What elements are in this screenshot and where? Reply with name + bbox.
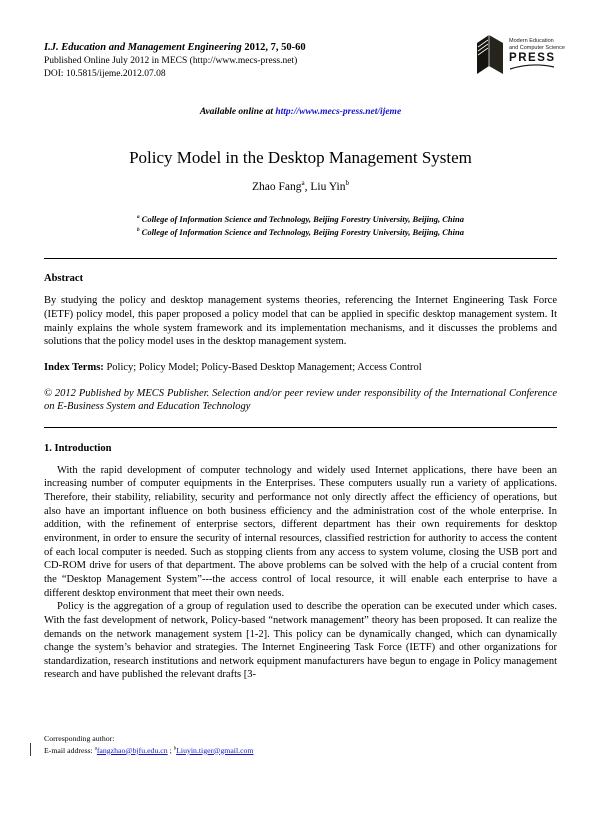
mecs-press-logo — [475, 33, 565, 75]
paper-title: Policy Model in the Desktop Management System — [129, 148, 472, 167]
change-bar — [30, 743, 31, 756]
index-terms-label: Index Terms: — [44, 361, 104, 373]
logo-text — [509, 38, 565, 70]
author-separator: , — [304, 181, 311, 193]
email-sup-a: a — [94, 746, 97, 752]
published-line: Published Online July 2012 in MECS (http://www.mecs-press.net) — [44, 56, 298, 66]
index-terms-line — [44, 361, 557, 375]
journal-name: I.J. Education and Management Engineering — [44, 42, 242, 53]
affiliation-line — [44, 226, 557, 239]
press-wordmark: PRESS — [509, 52, 556, 65]
logo-text-line2: and Computer Science — [509, 44, 565, 51]
logo-text-line1: Modern Education — [509, 38, 554, 44]
copyright-notice: © 2012 Published by MECS Publisher. Selection and/or peer review under responsibility of the International Conference on E-Business System and Education Technology — [44, 387, 557, 413]
journal-meta: 2012, 7, 50-60 — [241, 42, 306, 53]
email-label: E-mail address: — [44, 745, 95, 755]
author-sup-2: b — [345, 179, 350, 188]
author-sup-1: a — [301, 179, 305, 188]
email-separator: ; — [167, 745, 174, 755]
author-name-2: Liu Yin — [310, 181, 346, 193]
book-icon — [475, 33, 505, 75]
abstract-heading: Abstract — [44, 273, 84, 285]
available-online-line — [44, 107, 557, 117]
intro-paragraph: Policy is the aggregation of a group of regulation used to describe the operation can be executed under which cases. With the fast development of network, Policy-based “network management” theory has been proposed. It can realize the demands on the network management system [1-2]. This policy can be dynamically changed, which can dynamically change the system’s behavior and strategies. The Internet Engineering Task Force (IETF) and other organizations for standardization, research institutions and network equipment manufacturers have begun to engage in Policy management research and have published the relevant drafts [3- — [44, 601, 557, 681]
email-link-b[interactable]: Liuyin.tiger@gmail.com — [176, 745, 254, 755]
affiliation-sup: b — [137, 227, 140, 234]
footnote-block — [44, 733, 254, 756]
affiliations-block — [44, 213, 557, 239]
index-terms-text: Policy; Policy Model; Policy-Based Desktop Management; Access Control — [103, 361, 422, 373]
divider-top — [44, 258, 557, 259]
email-sup-b: b — [173, 746, 177, 752]
affiliation-text: College of Information Science and Technology, Beijing Forestry University, Beijing, China — [141, 214, 464, 224]
authors-line — [44, 181, 557, 193]
introduction-heading: 1. Introduction — [44, 442, 112, 454]
affiliation-text: College of Information Science and Technology, Beijing Forestry University, Beijing, China — [141, 227, 464, 238]
divider-middle — [44, 427, 557, 428]
affiliation-sup: a — [137, 214, 140, 221]
footnote-corresponding: Corresponding author: — [44, 734, 115, 743]
available-online-prefix: Available online at — [199, 107, 276, 117]
doi-line: DOI: 10.5815/ijeme.2012.07.08 — [44, 69, 166, 79]
affiliation-line — [44, 213, 557, 226]
abstract-text: By studying the policy and desktop management systems theories, referencing the Internet Engineering Task Force (IETF) policy model, this paper proposed a policy model that can be applied in specific desktop management system. It mainly explains the whole system framework and its implementation mechanisms, and it discusses the problems and solutions that the policy model uses in the desktop management system. — [44, 295, 557, 348]
author-name-1: Zhao Fang — [251, 181, 302, 193]
email-link-a[interactable]: fangzhao@bjfu.edu.cn — [96, 745, 168, 755]
intro-paragraph: With the rapid development of computer technology and widely used Internet applications, there have been an increasing number of computer equipments in the Enterprises. These computers usually run a variety of applications. Therefore, their stability, reliability, security and performance not only directly affect the efficiency of operations, but also have an important influence on both business efficiency and the administration cost of the whole enterprise. In addition, with the refinement of enterprise sectors, different department has their own requirements for desktop environment, in order to ensure the security of internal resources, classified restriction for authority to access the content of each local computer is needed. Such as stopping clients from any access to system volume, closing the USB port and CD-ROM drive for users of that department. The above problems can be solved with the help of a crucial content from the “Desktop Management System”---the access control of local resource, it will enable each enterprise to have a different desktop environment that meet their own needs. — [44, 464, 557, 599]
available-online-link[interactable]: http://www.mecs-press.net/ijeme — [275, 107, 402, 117]
header — [44, 38, 565, 79]
footnote-email-line — [44, 745, 254, 757]
